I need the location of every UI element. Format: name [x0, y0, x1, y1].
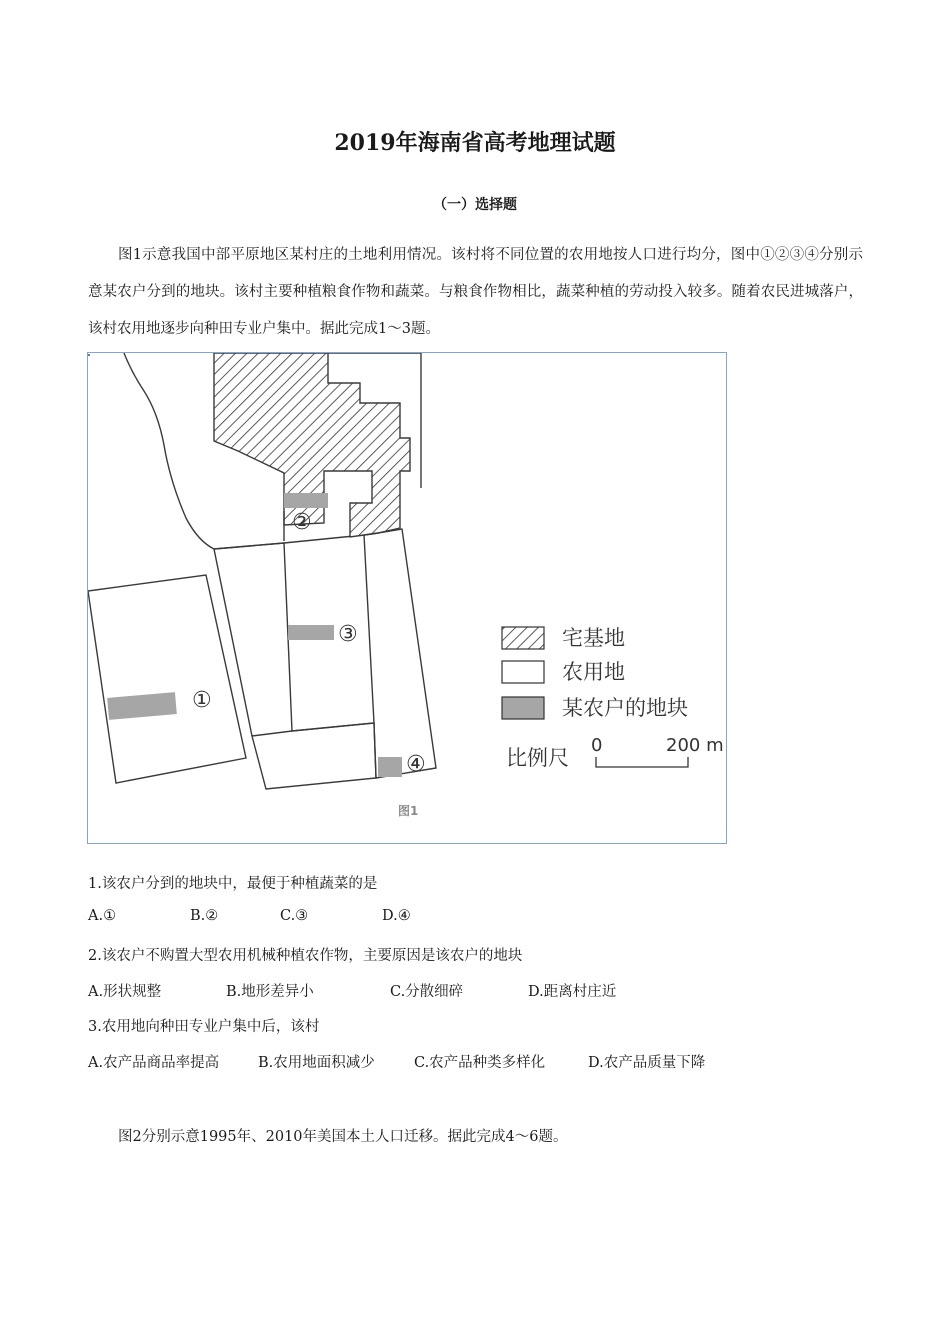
question-1-option-b: B.② [190, 908, 219, 924]
field-left [88, 575, 246, 783]
legend-hatch-swatch [502, 627, 544, 649]
scale-title: 比例尺 [506, 746, 569, 770]
question-3-option-b: B.农用地面积减少 [258, 1055, 375, 1071]
question-2-option-a: A.形状规整 [88, 984, 162, 1000]
legend-farmland-label: 农用地 [562, 660, 625, 684]
question-1-option-c: C.③ [280, 908, 309, 924]
scale-end: 200 m [666, 735, 724, 756]
legend-filled-swatch [502, 697, 544, 719]
question-2-option-b: B.地形差异小 [226, 984, 314, 1000]
plot-label-2: ② [292, 510, 312, 535]
question-2-option-c: C.分散细碎 [390, 984, 464, 1000]
field-left-top [214, 543, 284, 549]
plot-3 [288, 625, 334, 640]
plot-label-1: ① [192, 688, 212, 713]
question-1-stem: 1.该农户分到的地块中，最便于种植蔬菜的是 [88, 876, 378, 892]
question-2-option-d: D.距离村庄近 [528, 984, 617, 1000]
figure-caption: 图1 [398, 804, 419, 818]
question-3-option-a: A.农产品商品率提高 [88, 1055, 220, 1071]
figure-1 [87, 352, 727, 844]
plot-label-4: ④ [406, 752, 426, 777]
question-1-option-a: A.① [88, 908, 117, 924]
land-use-map [88, 353, 728, 845]
question-1-option-d: D.④ [382, 908, 411, 924]
intro-paragraph-1: 图1示意我国中部平原地区某村庄的土地利用情况。该村将不同位置的农用地按人口进行均分，图中①②③④分别示意某农户分到的地块。该村主要种植粮食作物和蔬菜。与粮食作物相比，蔬菜种植的劳动投入较多。随着农民进城落户，该村农用地逐步向种田专业户集中。据此完成1～3题。 [88, 247, 863, 337]
scale-start: 0 [591, 735, 603, 756]
field-bottom [252, 723, 376, 789]
legend-homestead-label: 宅基地 [562, 626, 625, 650]
intro-paragraph-2: 图2分别示意1995年、2010年美国本土人口迁移。据此完成4～6题。 [118, 1129, 568, 1145]
homestead-area [214, 353, 410, 537]
legend-plot-label: 某农户的地块 [562, 696, 688, 720]
page-title: 2019年海南省高考地理试题 [334, 130, 616, 156]
question-3-option-c: C.农产品种类多样化 [414, 1055, 546, 1071]
question-3-stem: 3.农用地向种田专业户集中后，该村 [88, 1019, 320, 1035]
plot-4 [378, 757, 402, 777]
question-3-option-d: D.农产品质量下降 [588, 1055, 706, 1071]
legend-blank-swatch [502, 661, 544, 683]
scale-bar [596, 757, 688, 767]
section-heading: （一）选择题 [433, 197, 517, 213]
plot-label-3: ③ [338, 622, 358, 647]
plot-2 [284, 493, 328, 508]
field-center [284, 511, 374, 731]
question-2-stem: 2.该农户不购置大型农用机械种植农作物，主要原因是该农户的地块 [88, 948, 523, 964]
